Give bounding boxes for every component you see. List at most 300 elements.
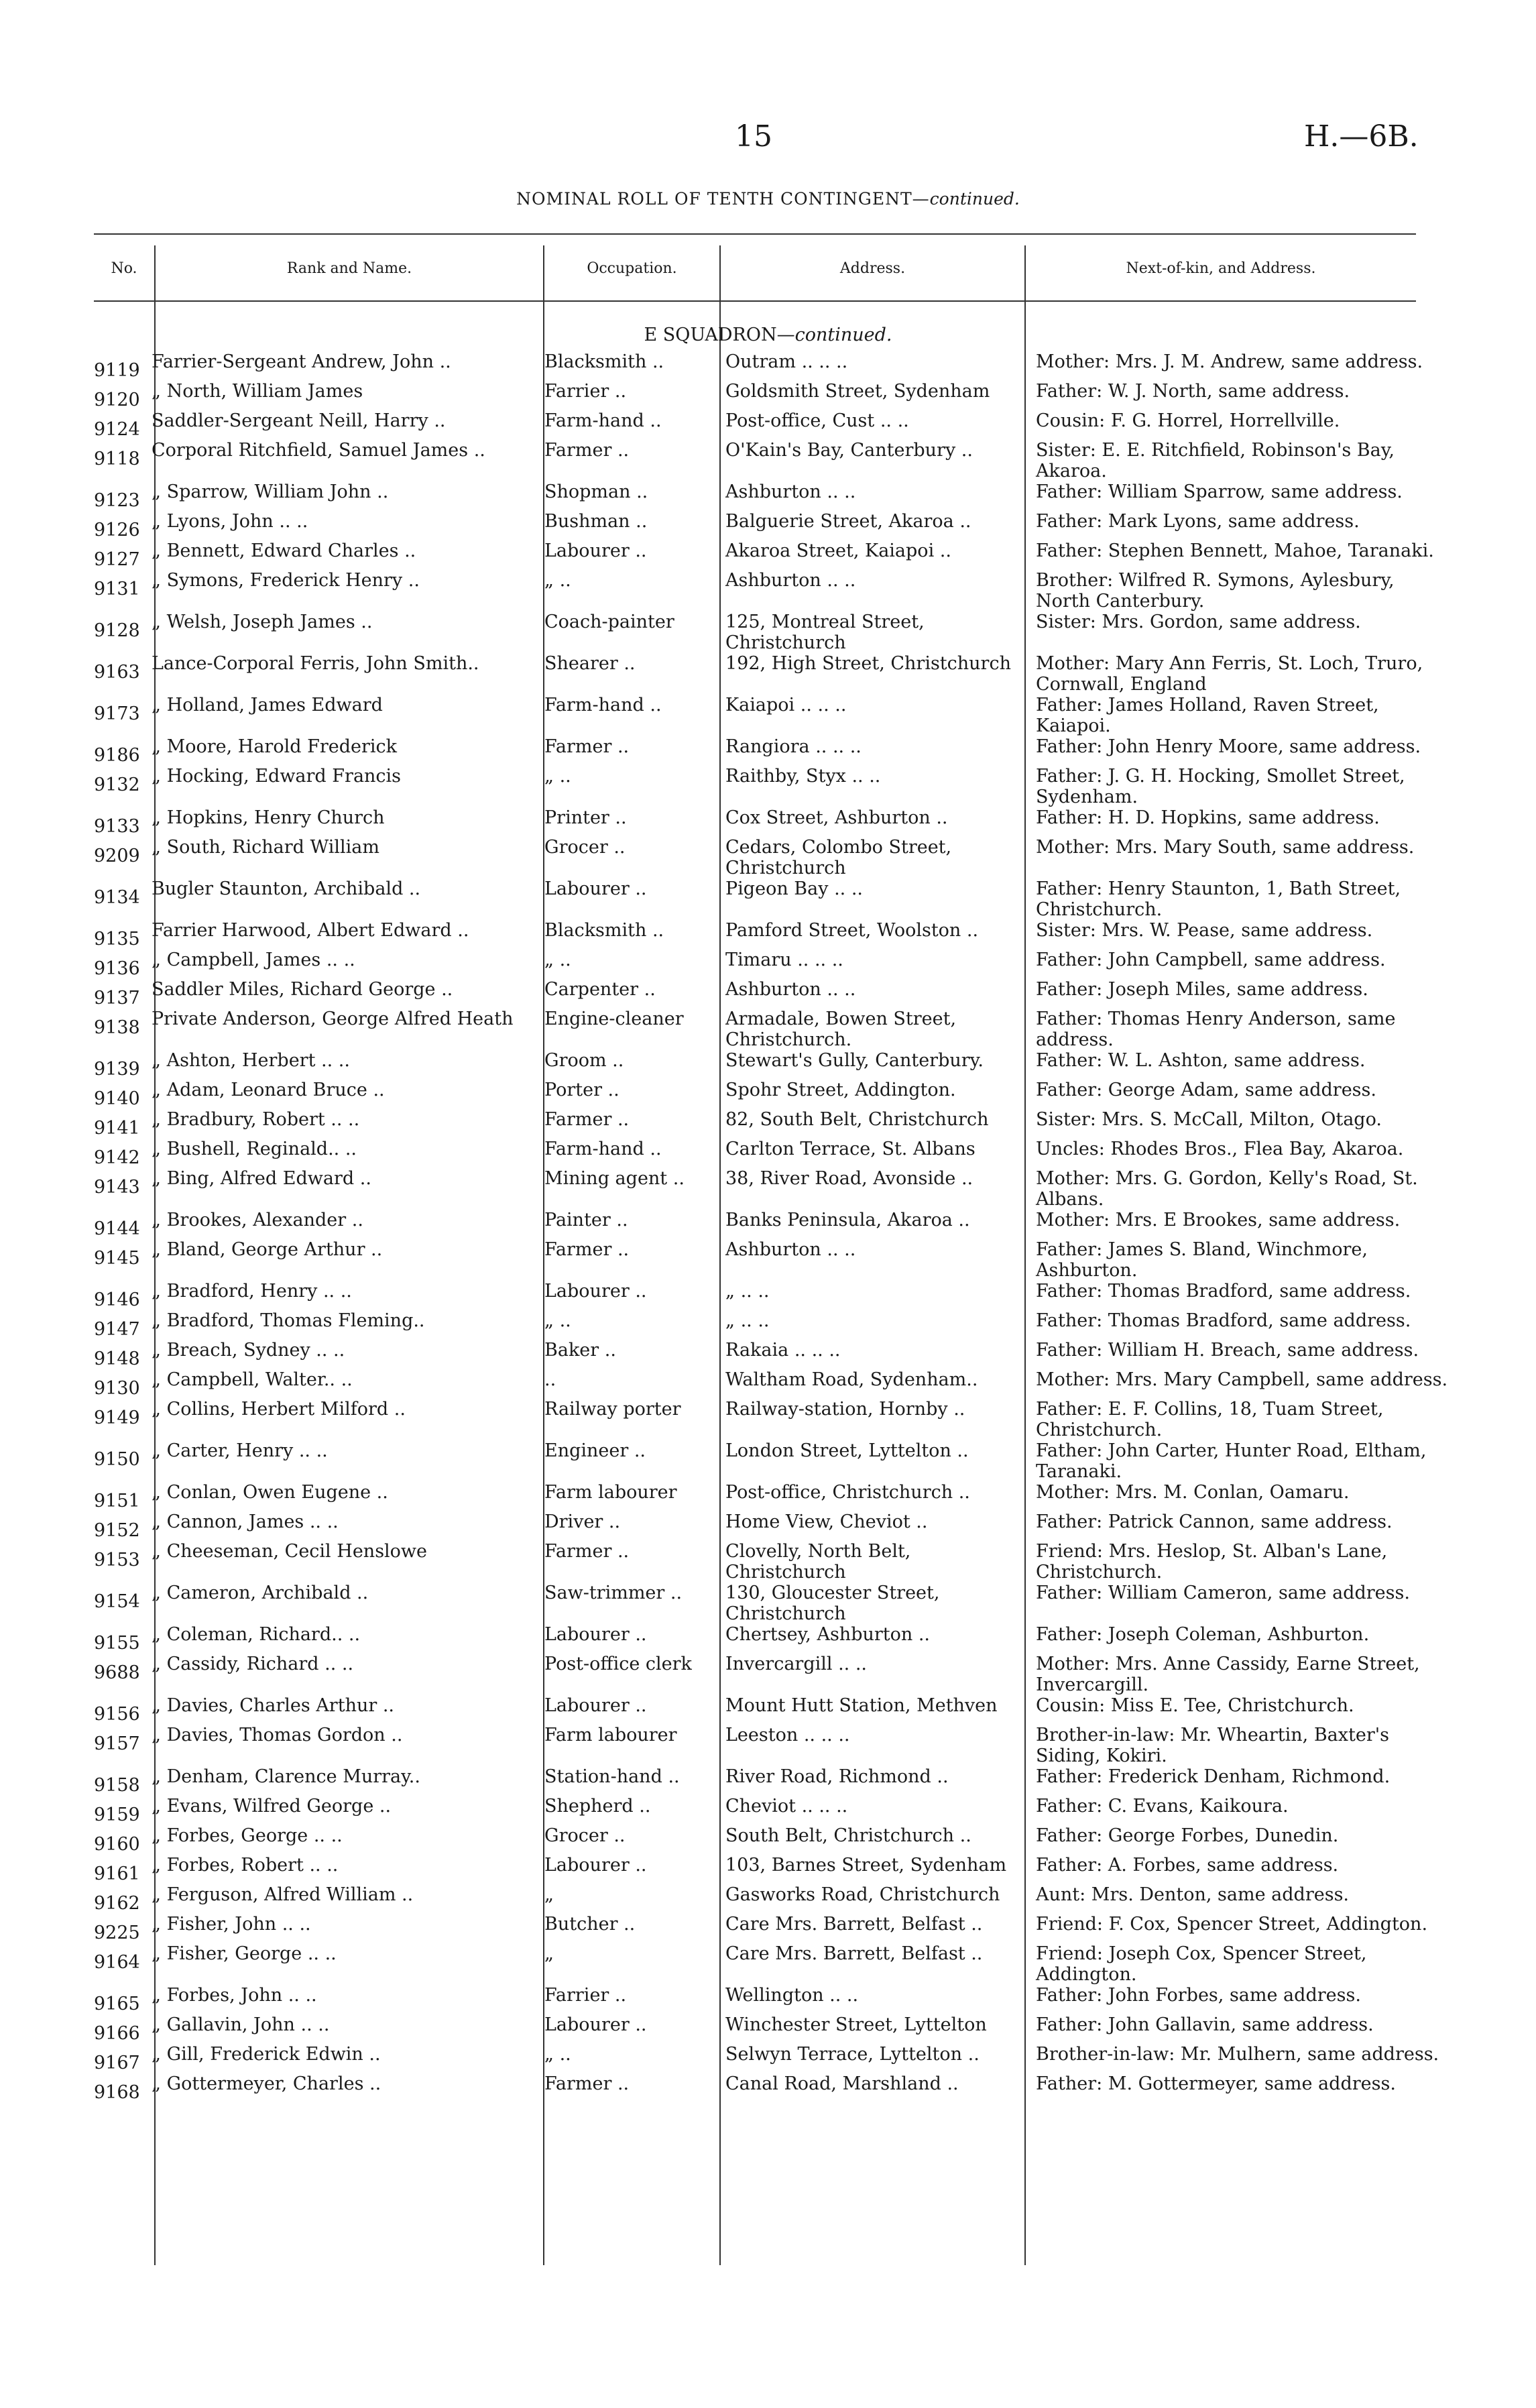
row-number: 9128: [94, 620, 140, 641]
address: Akaroa Street, Kaiapoi ..: [725, 540, 951, 561]
rank-and-name: „ Hopkins, Henry Church: [152, 807, 385, 828]
occupation: Shopman ..: [544, 481, 648, 502]
table-row: [94, 1210, 1448, 1239]
address: Railway-station, Hornby ..: [725, 1399, 965, 1420]
next-of-kin: Sister: E. E. Ritchfield, Robinson's Bay, Akaroa.: [1036, 440, 1395, 481]
row-number: 9135: [94, 929, 140, 950]
occupation: Butcher ..: [544, 1914, 636, 1935]
table-row: [94, 1825, 1448, 1855]
rank-and-name: „ Breach, Sydney .. ..: [152, 1340, 345, 1361]
table-row: [94, 920, 1448, 950]
table-header-rule: [94, 300, 1416, 302]
row-number: 9186: [94, 745, 140, 766]
rank-and-name: „ Conlan, Owen Eugene ..: [152, 1482, 388, 1503]
row-number: 9140: [94, 1088, 140, 1109]
table-row: [94, 1440, 1448, 1482]
address: Goldsmith Street, Sydenham: [725, 381, 990, 402]
rank-and-name: „ Fisher, John .. ..: [152, 1914, 311, 1935]
page-number: 15: [735, 119, 772, 154]
address: Winchester Street, Lyttelton: [725, 2014, 987, 2035]
address: Ashburton .. ..: [725, 979, 856, 1000]
occupation: Carpenter ..: [544, 979, 656, 1000]
row-number: 9130: [94, 1378, 140, 1399]
row-number: 9142: [94, 1147, 140, 1168]
row-number: 9167: [94, 2053, 140, 2073]
address: 130, Gloucester Street, Christchurch: [725, 1583, 940, 1624]
next-of-kin: Father: John Henry Moore, same address.: [1036, 736, 1421, 757]
occupation: Farm labourer: [544, 1725, 677, 1745]
row-number: 9164: [94, 1952, 140, 1973]
row-number: 9147: [94, 1319, 140, 1340]
row-number: 9131: [94, 579, 140, 599]
address: Stewart's Gully, Canterbury.: [725, 1050, 984, 1071]
address: 38, River Road, Avonside ..: [725, 1168, 973, 1189]
occupation: Engineer ..: [544, 1440, 646, 1461]
next-of-kin: Mother: Mrs. Anne Cassidy, Earne Street, Invercargill.: [1036, 1654, 1420, 1695]
table-row: [94, 1583, 1448, 1624]
rank-and-name: „ Campbell, James .. ..: [152, 950, 355, 970]
table-row: [94, 1139, 1448, 1168]
rank-and-name: „ Bradbury, Robert .. ..: [152, 1109, 360, 1130]
address: Care Mrs. Barrett, Belfast ..: [725, 1914, 983, 1935]
address: Banks Peninsula, Akaroa ..: [725, 1210, 970, 1230]
address: Home View, Cheviot ..: [725, 1511, 928, 1532]
table-row: [94, 540, 1448, 570]
rank-and-name: „ Carter, Henry .. ..: [152, 1440, 328, 1461]
table-row: [94, 1985, 1448, 2014]
table-row: [94, 570, 1448, 612]
rank-and-name: „ Sparrow, William John ..: [152, 481, 389, 502]
table-row: [94, 351, 1448, 381]
next-of-kin: Father: William H. Breach, same address.: [1036, 1340, 1419, 1361]
row-number: 9157: [94, 1733, 140, 1754]
row-number: 9143: [94, 1177, 140, 1198]
occupation: „ ..: [544, 1310, 571, 1331]
next-of-kin: Father: Joseph Miles, same address.: [1036, 979, 1368, 1000]
address: „ .. ..: [725, 1310, 770, 1331]
next-of-kin: Mother: Mary Ann Ferris, St. Loch, Truro, Cornwall, England: [1036, 653, 1423, 695]
address: O'Kain's Bay, Canterbury ..: [725, 440, 973, 461]
row-number: 9144: [94, 1218, 140, 1239]
rank-and-name: Private Anderson, George Alfred Heath: [152, 1009, 514, 1029]
row-number: 9165: [94, 1994, 140, 2014]
roll-body: [94, 351, 1448, 2103]
occupation: Post-office clerk: [544, 1654, 692, 1674]
occupation: Labourer ..: [544, 540, 647, 561]
table-row: [94, 979, 1448, 1009]
occupation: Saw-trimmer ..: [544, 1583, 683, 1603]
row-number: 9159: [94, 1804, 140, 1825]
occupation: Driver ..: [544, 1511, 621, 1532]
next-of-kin: Friend: F. Cox, Spencer Street, Addington.: [1036, 1914, 1428, 1935]
address: Post-office, Cust .. ..: [725, 410, 909, 431]
address: Raithby, Styx .. ..: [725, 766, 881, 787]
occupation: „: [544, 1884, 554, 1905]
table-row: [94, 1080, 1448, 1109]
table-row: [94, 1168, 1448, 1210]
row-number: 9209: [94, 846, 140, 866]
next-of-kin: Mother: Mrs. G. Gordon, Kelly's Road, St. Albans.: [1036, 1168, 1418, 1210]
rank-and-name: Corporal Ritchfield, Samuel James ..: [152, 440, 485, 461]
rank-and-name: Farrier Harwood, Albert Edward ..: [152, 920, 469, 941]
address: Pamford Street, Woolston ..: [725, 920, 979, 941]
section-name: E SQUADRON—: [644, 325, 795, 345]
row-number: 9173: [94, 703, 140, 724]
rank-and-name: „ Cassidy, Richard .. ..: [152, 1654, 354, 1674]
table-row: [94, 1884, 1448, 1914]
next-of-kin: Father: George Forbes, Dunedin.: [1036, 1825, 1339, 1846]
occupation: Baker ..: [544, 1340, 616, 1361]
row-number: 9155: [94, 1633, 140, 1654]
next-of-kin: Father: James Holland, Raven Street, Kaiapoi.: [1036, 695, 1379, 736]
row-number: 9146: [94, 1289, 140, 1310]
table-row: [94, 695, 1448, 736]
address: 82, South Belt, Christchurch: [725, 1109, 989, 1130]
rank-and-name: „ Hocking, Edward Francis: [152, 766, 402, 787]
address: Cox Street, Ashburton ..: [725, 807, 948, 828]
rank-and-name: „ Ferguson, Alfred William ..: [152, 1884, 414, 1905]
occupation: Shearer ..: [544, 653, 636, 674]
occupation: Labourer ..: [544, 1624, 647, 1645]
next-of-kin: Mother: Mrs. E Brookes, same address.: [1036, 1210, 1401, 1230]
next-of-kin: Brother: Wilfred R. Symons, Aylesbury, North Canterbury.: [1036, 570, 1395, 612]
occupation: Farm labourer: [544, 1482, 677, 1503]
next-of-kin: Father: H. D. Hopkins, same address.: [1036, 807, 1380, 828]
occupation: Grocer ..: [544, 837, 626, 858]
next-of-kin: Father: W. J. North, same address.: [1036, 381, 1350, 402]
occupation: Printer ..: [544, 807, 627, 828]
address: Armadale, Bowen Street, Christchurch.: [725, 1009, 957, 1050]
row-number: 9118: [94, 449, 140, 469]
occupation: Groom ..: [544, 1050, 624, 1071]
rank-and-name: „ Forbes, Robert .. ..: [152, 1855, 339, 1876]
table-row: [94, 1482, 1448, 1511]
next-of-kin: Father: Thomas Bradford, same address.: [1036, 1310, 1411, 1331]
occupation: „ ..: [544, 570, 571, 591]
address: Rakaia .. .. ..: [725, 1340, 841, 1361]
table-row: [94, 381, 1448, 410]
occupation: „ ..: [544, 766, 571, 787]
row-number: 9136: [94, 958, 140, 979]
next-of-kin: Father: Thomas Bradford, same address.: [1036, 1281, 1411, 1302]
table-row: [94, 1369, 1448, 1399]
occupation: Farmer ..: [544, 2073, 630, 2094]
next-of-kin: Mother: Mrs. Mary South, same address.: [1036, 837, 1415, 858]
row-number: 9156: [94, 1704, 140, 1725]
row-number: 9149: [94, 1408, 140, 1428]
table-row: [94, 1511, 1448, 1541]
address: Outram .. .. ..: [725, 351, 848, 372]
row-number: 9154: [94, 1591, 140, 1612]
address: Balguerie Street, Akaroa ..: [725, 511, 971, 532]
row-number: 9161: [94, 1864, 140, 1884]
table-row: [94, 612, 1448, 653]
rank-and-name: „ Gill, Frederick Edwin ..: [152, 2044, 381, 2065]
occupation: Farm-hand ..: [544, 695, 662, 715]
next-of-kin: Brother-in-law: Mr. Mulhern, same address.: [1036, 2044, 1439, 2065]
row-number: 9168: [94, 2082, 140, 2103]
rank-and-name: „ Cannon, James .. ..: [152, 1511, 339, 1532]
rank-and-name: „ Cheeseman, Cecil Henslowe: [152, 1541, 428, 1562]
table-row: [94, 950, 1448, 979]
occupation: Coach-painter: [544, 612, 674, 632]
next-of-kin: Mother: Mrs. M. Conlan, Oamaru.: [1036, 1482, 1350, 1503]
address: Ashburton .. ..: [725, 570, 856, 591]
occupation: Labourer ..: [544, 2014, 647, 2035]
rank-and-name: „ Coleman, Richard.. ..: [152, 1624, 361, 1645]
row-number: 9151: [94, 1491, 140, 1511]
rank-and-name: „ Symons, Frederick Henry ..: [152, 570, 420, 591]
next-of-kin: Mother: Mrs. Mary Campbell, same address.: [1036, 1369, 1448, 1390]
address: Leeston .. .. ..: [725, 1725, 850, 1745]
row-number: 9141: [94, 1118, 140, 1139]
table-row: [94, 837, 1448, 878]
rank-and-name: „ Moore, Harold Frederick: [152, 736, 397, 757]
next-of-kin: Father: Joseph Coleman, Ashburton.: [1036, 1624, 1370, 1645]
occupation: „: [544, 1943, 554, 1964]
rank-and-name: „ Lyons, John .. ..: [152, 511, 308, 532]
next-of-kin: Father: Mark Lyons, same address.: [1036, 511, 1360, 532]
address: Chertsey, Ashburton ..: [725, 1624, 931, 1645]
header-rank-name: Rank and Name.: [286, 260, 412, 277]
rank-and-name: Lance-Corporal Ferris, John Smith..: [152, 653, 479, 674]
row-number: 9145: [94, 1248, 140, 1269]
row-number: 9127: [94, 549, 140, 570]
row-number: 9688: [94, 1662, 140, 1683]
occupation: Bushman ..: [544, 511, 648, 532]
row-number: 9160: [94, 1834, 140, 1855]
row-number: 9126: [94, 520, 140, 540]
row-number: 9152: [94, 1520, 140, 1541]
address: Invercargill .. ..: [725, 1654, 868, 1674]
section-heading: [0, 325, 1536, 345]
rank-and-name: „ Bushell, Reginald.. ..: [152, 1139, 357, 1159]
occupation: Blacksmith ..: [544, 351, 664, 372]
next-of-kin: Father: Thomas Henry Anderson, same address.: [1036, 1009, 1396, 1050]
row-number: 9124: [94, 419, 140, 440]
rank-and-name: „ Ashton, Herbert .. ..: [152, 1050, 350, 1071]
row-number: 9150: [94, 1449, 140, 1470]
rank-and-name: „ Forbes, John .. ..: [152, 1985, 317, 2006]
header-no: No.: [111, 260, 137, 277]
rank-and-name: „ Adam, Leonard Bruce ..: [152, 1080, 385, 1100]
row-number: 9158: [94, 1775, 140, 1796]
table-row: [94, 1109, 1448, 1139]
next-of-kin: Father: James S. Bland, Winchmore, Ashburton.: [1036, 1239, 1368, 1281]
address: Kaiapoi .. .. ..: [725, 695, 847, 715]
address: Cedars, Colombo Street, Christchurch: [725, 837, 952, 878]
row-number: 9138: [94, 1017, 140, 1038]
occupation: Farmer ..: [544, 440, 630, 461]
row-number: 9163: [94, 662, 140, 683]
address: Rangiora .. .. ..: [725, 736, 862, 757]
occupation: Labourer ..: [544, 1281, 647, 1302]
header-address: Address.: [839, 260, 906, 277]
address: River Road, Richmond ..: [725, 1766, 949, 1787]
rank-and-name: „ Campbell, Walter.. ..: [152, 1369, 353, 1390]
rank-and-name: „ Bland, George Arthur ..: [152, 1239, 383, 1260]
row-number: 9162: [94, 1893, 140, 1914]
rank-and-name: Bugler Staunton, Archibald ..: [152, 878, 421, 899]
address: Ashburton .. ..: [725, 1239, 856, 1260]
nominal-roll-table: [94, 351, 1448, 2103]
address: London Street, Lyttelton ..: [725, 1440, 969, 1461]
next-of-kin: Father: George Adam, same address.: [1036, 1080, 1376, 1100]
table-row: [94, 410, 1448, 440]
next-of-kin: Father: M. Gottermeyer, same address.: [1036, 2073, 1396, 2094]
occupation: Farrier ..: [544, 1985, 627, 2006]
rank-and-name: „ Welsh, Joseph James ..: [152, 612, 373, 632]
next-of-kin: Mother: Mrs. J. M. Andrew, same address.: [1036, 351, 1423, 372]
table-row: [94, 1281, 1448, 1310]
address: Care Mrs. Barrett, Belfast ..: [725, 1943, 983, 1964]
table-row: [94, 1050, 1448, 1080]
table-row: [94, 511, 1448, 540]
address: Carlton Terrace, St. Albans: [725, 1139, 976, 1159]
table-row: [94, 1340, 1448, 1369]
occupation: Farm-hand ..: [544, 410, 662, 431]
rank-and-name: Farrier-Sergeant Andrew, John ..: [152, 351, 451, 372]
row-number: 9123: [94, 490, 140, 511]
rank-and-name: „ Gallavin, John .. ..: [152, 2014, 330, 2035]
document-reference: H.—6B.: [1304, 119, 1419, 154]
row-number: 9148: [94, 1349, 140, 1369]
address: Gasworks Road, Christchurch: [725, 1884, 1000, 1905]
rank-and-name: „ Forbes, George .. ..: [152, 1825, 343, 1846]
title-continued: continued.: [929, 189, 1020, 209]
row-number: 9132: [94, 775, 140, 795]
table-row: [94, 1239, 1448, 1281]
table-row: [94, 807, 1448, 837]
table-row: [94, 1855, 1448, 1884]
table-row: [94, 736, 1448, 766]
occupation: ..: [544, 1369, 556, 1390]
row-number: 9139: [94, 1059, 140, 1080]
rank-and-name: Saddler Miles, Richard George ..: [152, 979, 453, 1000]
occupation: Farrier ..: [544, 381, 627, 402]
table-row: [94, 2014, 1448, 2044]
rank-and-name: „ Bradford, Henry .. ..: [152, 1281, 352, 1302]
occupation: Farm-hand ..: [544, 1139, 662, 1159]
occupation: Labourer ..: [544, 1695, 647, 1716]
table-row: [94, 1914, 1448, 1943]
table-row: [94, 1725, 1448, 1766]
address: Canal Road, Marshland ..: [725, 2073, 959, 2094]
next-of-kin: Father: John Carter, Hunter Road, Eltham, Taranaki.: [1036, 1440, 1427, 1482]
occupation: Labourer ..: [544, 878, 647, 899]
table-row: [94, 653, 1448, 695]
rank-and-name: „ Fisher, George .. ..: [152, 1943, 337, 1964]
table-row: [94, 2044, 1448, 2073]
rank-and-name: „ North, William James: [152, 381, 363, 402]
address: 103, Barnes Street, Sydenham: [725, 1855, 1007, 1876]
next-of-kin: Father: C. Evans, Kaikoura.: [1036, 1796, 1289, 1817]
next-of-kin: Uncles: Rhodes Bros., Flea Bay, Akaroa.: [1036, 1139, 1404, 1159]
next-of-kin: Brother-in-law: Mr. Wheartin, Baxter's Siding, Kokiri.: [1036, 1725, 1390, 1766]
address: South Belt, Christchurch ..: [725, 1825, 971, 1846]
rank-and-name: „ Holland, James Edward: [152, 695, 383, 715]
section-continued: continued.: [794, 325, 892, 345]
occupation: Blacksmith ..: [544, 920, 664, 941]
address: „ .. ..: [725, 1281, 770, 1302]
address: Pigeon Bay .. ..: [725, 878, 863, 899]
occupation: Farmer ..: [544, 736, 630, 757]
rank-and-name: „ Evans, Wilfred George ..: [152, 1796, 392, 1817]
title-main: NOMINAL ROLL OF TENTH CONTINGENT—: [516, 189, 930, 209]
occupation: Engine-cleaner: [544, 1009, 684, 1029]
next-of-kin: Friend: Mrs. Heslop, St. Alban's Lane, Christchurch.: [1036, 1541, 1388, 1583]
next-of-kin: Father: J. G. H. Hocking, Smollet Street, Sydenham.: [1036, 766, 1405, 807]
next-of-kin: Father: Patrick Cannon, same address.: [1036, 1511, 1393, 1532]
rank-and-name: „ Bennett, Edward Charles ..: [152, 540, 416, 561]
address: Ashburton .. ..: [725, 481, 856, 502]
next-of-kin: Sister: Mrs. S. McCall, Milton, Otago.: [1036, 1109, 1382, 1130]
next-of-kin: Sister: Mrs. Gordon, same address.: [1036, 612, 1361, 632]
next-of-kin: Cousin: F. G. Horrel, Horrellville.: [1036, 410, 1340, 431]
next-of-kin: Father: A. Forbes, same address.: [1036, 1855, 1339, 1876]
next-of-kin: Father: John Gallavin, same address.: [1036, 2014, 1374, 2035]
table-row: [94, 1310, 1448, 1340]
next-of-kin: Father: E. F. Collins, 18, Tuam Street, Christchurch.: [1036, 1399, 1384, 1440]
table-row: [94, 1624, 1448, 1654]
address: Selwyn Terrace, Lyttelton ..: [725, 2044, 980, 2065]
rank-and-name: Saddler-Sergeant Neill, Harry ..: [152, 410, 446, 431]
rank-and-name: „ Bradford, Thomas Fleming..: [152, 1310, 425, 1331]
occupation: Grocer ..: [544, 1825, 626, 1846]
table-row: [94, 1943, 1448, 1985]
occupation: „ ..: [544, 950, 571, 970]
roll-table: [94, 351, 1448, 2103]
occupation: „ ..: [544, 2044, 571, 2065]
address: Wellington .. ..: [725, 1985, 859, 2006]
rank-and-name: „ Denham, Clarence Murray..: [152, 1766, 420, 1787]
next-of-kin: Father: W. L. Ashton, same address.: [1036, 1050, 1366, 1071]
address: Timaru .. .. ..: [725, 950, 843, 970]
next-of-kin: Father: John Forbes, same address.: [1036, 1985, 1361, 2006]
table-row: [94, 1399, 1448, 1440]
next-of-kin: Father: William Sparrow, same address.: [1036, 481, 1403, 502]
next-of-kin: Father: Stephen Bennett, Mahoe, Taranaki.: [1036, 540, 1434, 561]
address: 125, Montreal Street, Christchurch: [725, 612, 925, 653]
table-row: [94, 1654, 1448, 1695]
address: Spohr Street, Addington.: [725, 1080, 956, 1100]
page-title: [0, 189, 1536, 209]
table-row: [94, 1796, 1448, 1825]
row-number: 9119: [94, 360, 140, 381]
occupation: Railway porter: [544, 1399, 681, 1420]
table-row: [94, 1009, 1448, 1050]
header-next-of-kin: Next-of-kin, and Address.: [1126, 260, 1316, 277]
rank-and-name: „ Bing, Alfred Edward ..: [152, 1168, 371, 1189]
table-row: [94, 440, 1448, 481]
address: Mount Hutt Station, Methven: [725, 1695, 998, 1716]
occupation: Farmer ..: [544, 1109, 630, 1130]
rank-and-name: „ Cameron, Archibald ..: [152, 1583, 369, 1603]
next-of-kin: Father: William Cameron, same address.: [1036, 1583, 1410, 1603]
table-row: [94, 2073, 1448, 2103]
rank-and-name: „ Gottermeyer, Charles ..: [152, 2073, 381, 2094]
row-number: 9166: [94, 2023, 140, 2044]
rank-and-name: „ Davies, Thomas Gordon ..: [152, 1725, 403, 1745]
row-number: 9120: [94, 390, 140, 410]
occupation: Station-hand ..: [544, 1766, 680, 1787]
row-number: 9137: [94, 988, 140, 1009]
rank-and-name: „ Brookes, Alexander ..: [152, 1210, 363, 1230]
next-of-kin: Father: Frederick Denham, Richmond.: [1036, 1766, 1391, 1787]
row-number: 9225: [94, 1923, 140, 1943]
occupation: Painter ..: [544, 1210, 628, 1230]
row-number: 9134: [94, 887, 140, 908]
